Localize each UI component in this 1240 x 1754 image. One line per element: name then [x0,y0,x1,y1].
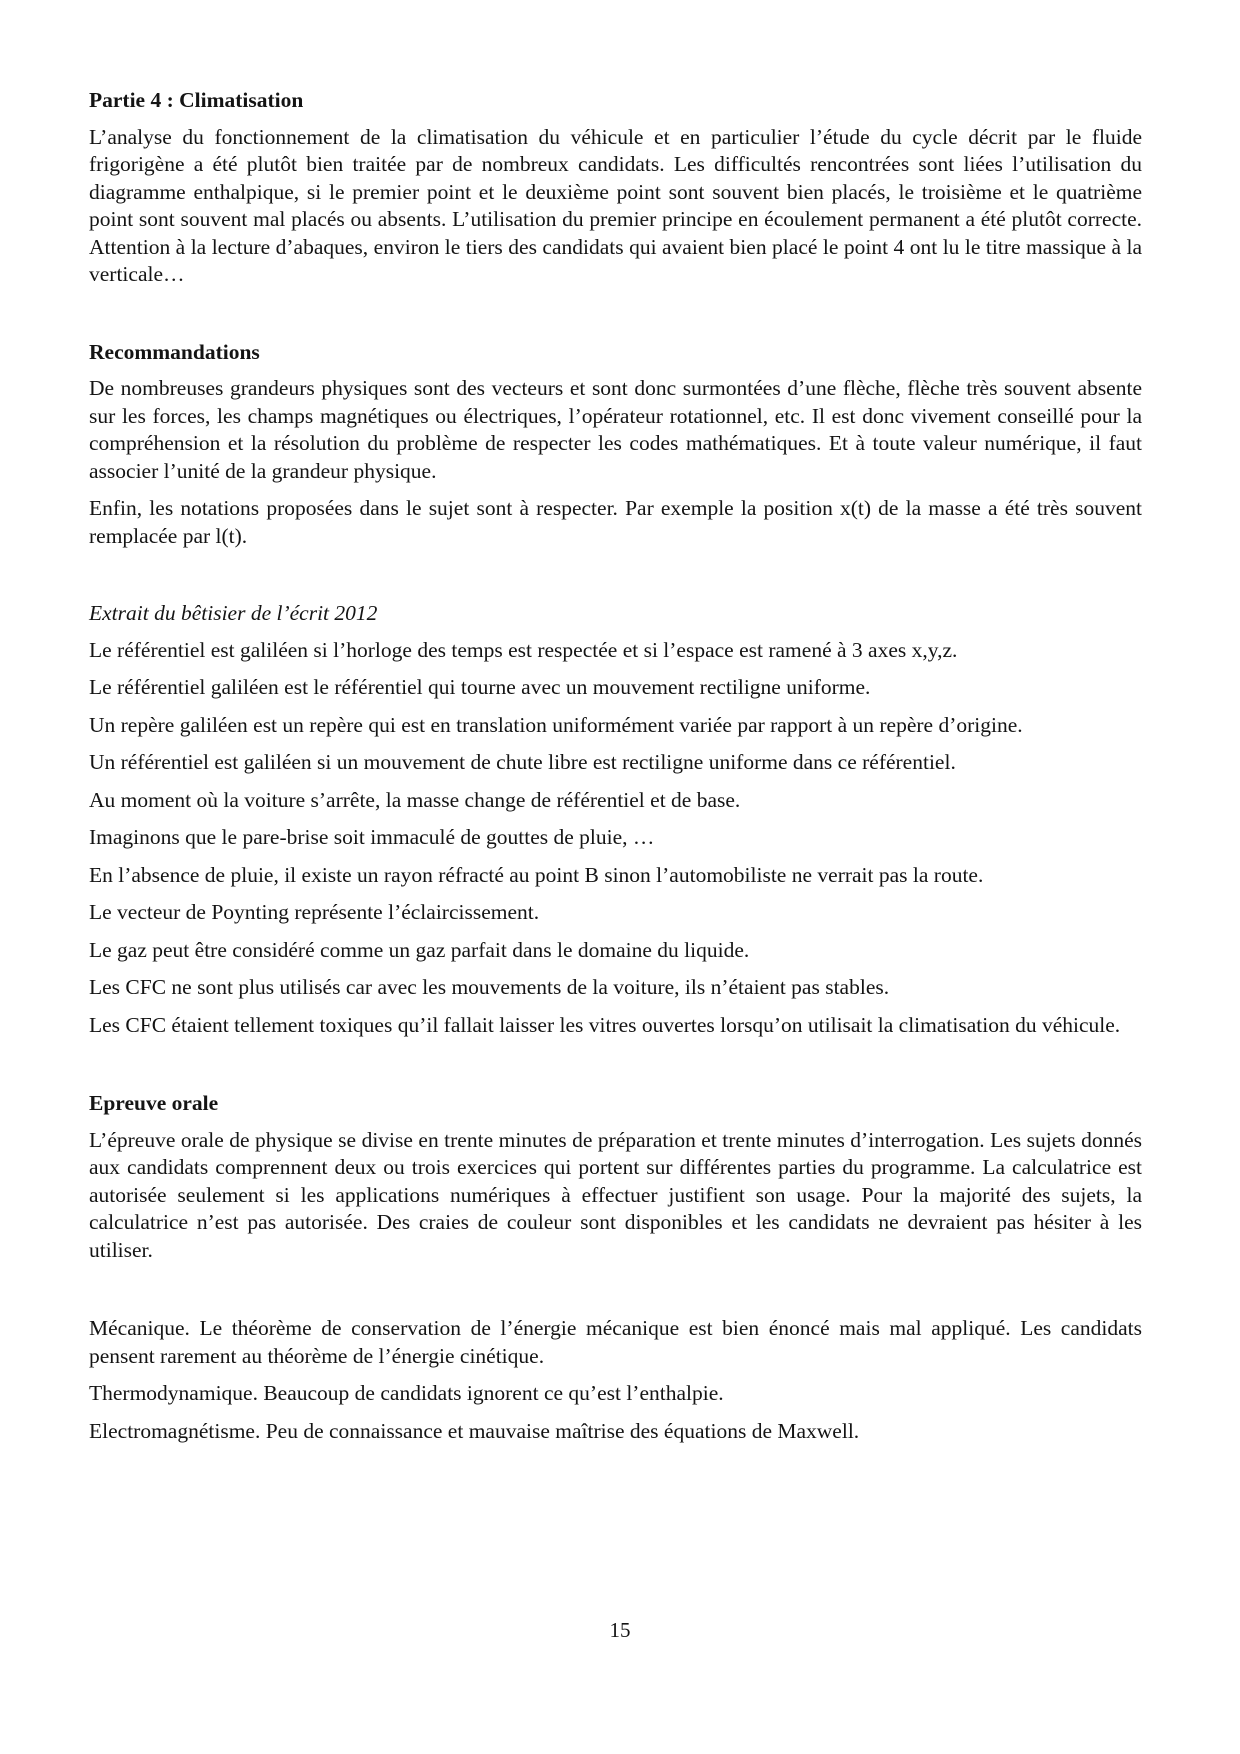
oral-remark: Thermodynamique. Beaucoup de candidats ignorent ce qu’est l’enthalpie. [89,1381,724,1405]
section-oral [89,1090,1142,1445]
betisier-item: Au moment où la voiture s’arrête, la masse change de référentiel et de base. [89,787,741,812]
spacer [89,299,1142,339]
page-number: 15 [609,1618,631,1642]
paragraph: De nombreuses grandeurs physiques sont des vecteurs et sont donc surmontées d’une flèche, flèche très souvent absente sur les forces, les champs magnétiques ou électriques, l’opérateur rotationnel, etc. Il est donc vivement conseillé pour la compréhension et la résolution du problème de respecter les codes mathématiques. Et à toute valeur numérique, il faut associer l’unité de la grandeur physique. [89,376,1142,483]
section-climatisation [89,87,1142,289]
betisier-item: Le référentiel est galiléen si l’horloge des temps est respectée et si l’espace est ramené à 3 axes x,y,z. [89,637,958,662]
section-title-climatisation: Partie 4 : Climatisation [89,88,304,112]
oral-remark: Electromagnétisme. Peu de connaissance et mauvaise maîtrise des équations de Maxwell. [89,1418,860,1443]
betisier-item: Imaginons que le pare-brise soit immaculé de gouttes de pluie, … [89,825,655,849]
betisier-item: Les CFC ne sont plus utilisés car avec les mouvements de la voiture, ils n’étaient pas stables. [89,975,890,999]
betisier-item: Le référentiel galiléen est le référentiel qui tourne avec un mouvement rectiligne uniforme. [89,675,871,699]
spacer [89,1274,1142,1315]
spacer [89,1049,1142,1090]
oral-remark: Mécanique. Le théorème de conservation de l’énergie mécanique est bien énoncé mais mal appliqué. Les candidats pensent rarement au théorème de l’énergie cinétique. [89,1316,1142,1368]
paragraph: Enfin, les notations proposées dans le sujet sont à respecter. Par exemple la position x(t) de la masse a été très souvent remplacée par l(t). [89,496,1142,548]
spacer [89,560,1142,600]
betisier-item: Un repère galiléen est un repère qui est en translation uniformément variée par rapport à un repère d’origine. [89,712,1023,737]
betisier-item: En l’absence de pluie, il existe un rayon réfracté au point B sinon l’automobiliste ne verrait pas la route. [89,862,984,887]
section-title-oral: Epreuve orale [89,1091,219,1115]
betisier-item: Le gaz peut être considéré comme un gaz parfait dans le domaine du liquide. [89,937,750,962]
betisier-item: Les CFC étaient tellement toxiques qu’il fallait laisser les vitres ouvertes lorsqu’on utilisait la climatisation du véhicule. [89,1012,1121,1037]
section-title-recommandations: Recommandations [89,339,260,364]
section-betisier [89,600,1142,1039]
paragraph: L’analyse du fonctionnement de la climatisation du véhicule et en particulier l’étude du cycle décrit par le fluide frigorigène a été plutôt bien traitée par de nombreux candidats. Les difficultés rencontrées sont liées l’utilisation du diagramme enthalpique, si le premier point et le deuxième point sont souvent bien placés, le troisième et le quatrième point sont souvent mal placés ou absents. L’utilisation du premier principe en écoulement permanent a été plutôt correcte. Attention à la lecture d’abaques, environ le tiers des candidats qui avaient bien placé le point 4 ont lu le titre massique à la verticale… [89,124,1142,286]
betisier-item: Un référentiel est galiléen si un mouvement de chute libre est rectiligne uniforme dans ce référentiel. [89,750,956,774]
section-recommandations [89,339,1142,551]
paragraph: L’épreuve orale de physique se divise en trente minutes de préparation et trente minutes d’interrogation. Les sujets donnés aux candidats comprennent deux ou trois exercices qui portent sur différentes parties du programme. La calculatrice est autorisée seulement si les applications numériques à effectuer justifient son usage. Pour la majorité des sujets, la calculatrice n’est pas autorisée. Des craies de couleur sont disponibles et les candidats ne devraient pas hésiter à les utiliser. [89,1127,1142,1262]
betisier-item: Le vecteur de Poynting représente l’éclaircissement. [89,900,540,924]
section-title-betisier: Extrait du bêtisier de l’écrit 2012 [89,601,378,625]
